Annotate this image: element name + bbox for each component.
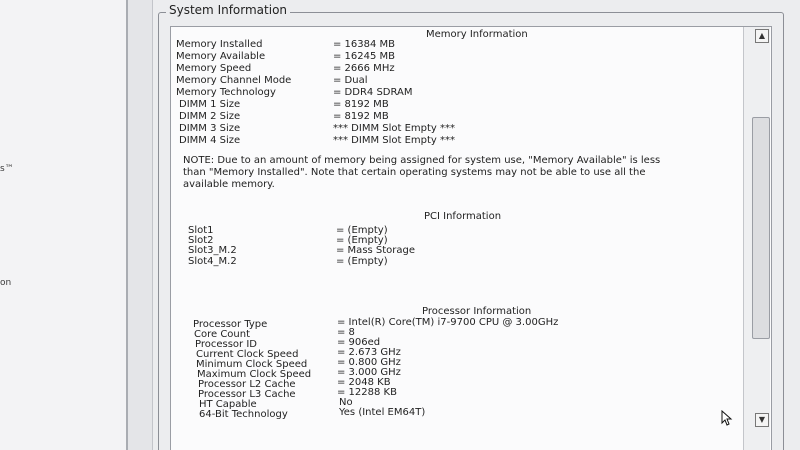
memory-row-value: = 16384 MB xyxy=(333,39,396,50)
processor-row-value: = 2.673 GHz xyxy=(337,347,401,358)
pci-row-value: = (Empty) xyxy=(336,225,388,236)
pci-row-value: = Mass Storage xyxy=(336,245,416,256)
memory-row-value: = DDR4 SDRAM xyxy=(333,87,413,98)
memory-row-label: Memory Channel Mode xyxy=(176,75,292,86)
memory-row-label: DIMM 1 Size xyxy=(179,99,241,110)
memory-row-label: Memory Speed xyxy=(176,63,252,74)
pci-row-value: = (Empty) xyxy=(336,256,388,267)
processor-row-label: Core Count xyxy=(194,329,251,340)
mouse-cursor-icon xyxy=(721,410,735,426)
memory-row-value: *** DIMM Slot Empty *** xyxy=(333,123,456,134)
pci-row-value: = (Empty) xyxy=(336,235,388,246)
processor-row-value: Yes (Intel EM64T) xyxy=(339,407,426,418)
pci-row-label: Slot3_M.2 xyxy=(188,245,237,256)
processor-row-label: Current Clock Speed xyxy=(196,349,299,360)
processor-row-value: No xyxy=(339,397,353,408)
scroll-up-button[interactable]: ▲ xyxy=(755,29,769,43)
memory-row-value: = 8192 MB xyxy=(333,111,389,122)
memory-row-value: = 2666 MHz xyxy=(333,63,395,74)
processor-row-value: = 906ed xyxy=(337,337,381,348)
scroll-down-button[interactable]: ▼ xyxy=(755,413,769,427)
processor-row-value: = 2048 KB xyxy=(337,377,391,388)
processor-row-value: = 8 xyxy=(337,327,355,338)
processor-row-label: HT Capable xyxy=(199,399,257,410)
processor-row-label: Processor Type xyxy=(193,319,268,330)
memory-row-value: = Dual xyxy=(333,75,368,86)
pane-divider xyxy=(128,0,153,450)
vertical-scrollbar[interactable] xyxy=(743,27,770,450)
processor-row-label: Minimum Clock Speed xyxy=(196,359,308,370)
memory-row-label: Memory Installed xyxy=(176,39,263,50)
memory-note: NOTE: Due to an amount of memory being assigned for system use, "Memory Available" is less than "Memory Installed". Note that certain operating systems may not be able to use all the available memory. xyxy=(183,155,661,190)
memory-row-label: Memory Technology xyxy=(176,87,276,98)
memory-row-value: = 16245 MB xyxy=(333,51,396,62)
processor-row-label: Processor ID xyxy=(195,339,257,350)
pci-row-label: Slot1 xyxy=(188,225,214,236)
nav-item-fragment[interactable]: s™ xyxy=(0,164,14,174)
pci-row-label: Slot4_M.2 xyxy=(188,256,237,267)
processor-row-value: = 0.800 GHz xyxy=(337,357,401,368)
group-title: System Information xyxy=(166,3,290,17)
processor-row-value: = Intel(R) Core(TM) i7-9700 CPU @ 3.00GHz xyxy=(337,317,559,328)
processor-row-value: = 3.000 GHz xyxy=(337,367,401,378)
processor-row-label: Processor L3 Cache xyxy=(198,389,296,400)
settings-nav-pane[interactable] xyxy=(0,0,128,450)
pci-row-label: Slot2 xyxy=(188,235,214,246)
processor-row-label: 64-Bit Technology xyxy=(199,409,288,420)
processor-row-label: Maximum Clock Speed xyxy=(197,369,312,380)
memory-row-value: *** DIMM Slot Empty *** xyxy=(333,135,456,146)
nav-item-fragment[interactable]: on xyxy=(0,278,12,288)
system-information-panel xyxy=(170,26,772,450)
memory-section-title: Memory Information xyxy=(426,29,528,40)
scroll-thumb[interactable] xyxy=(752,117,770,339)
memory-row-label: DIMM 3 Size xyxy=(179,123,241,134)
memory-row-label: Memory Available xyxy=(176,51,266,62)
memory-row-value: = 8192 MB xyxy=(333,99,389,110)
memory-row-label: DIMM 2 Size xyxy=(179,111,241,122)
processor-section-title: Processor Information xyxy=(422,306,532,317)
processor-row-label: Processor L2 Cache xyxy=(198,379,296,390)
pci-section-title: PCI Information xyxy=(424,211,502,222)
memory-row-label: DIMM 4 Size xyxy=(179,135,241,146)
processor-row-value: = 12288 KB xyxy=(337,387,397,398)
